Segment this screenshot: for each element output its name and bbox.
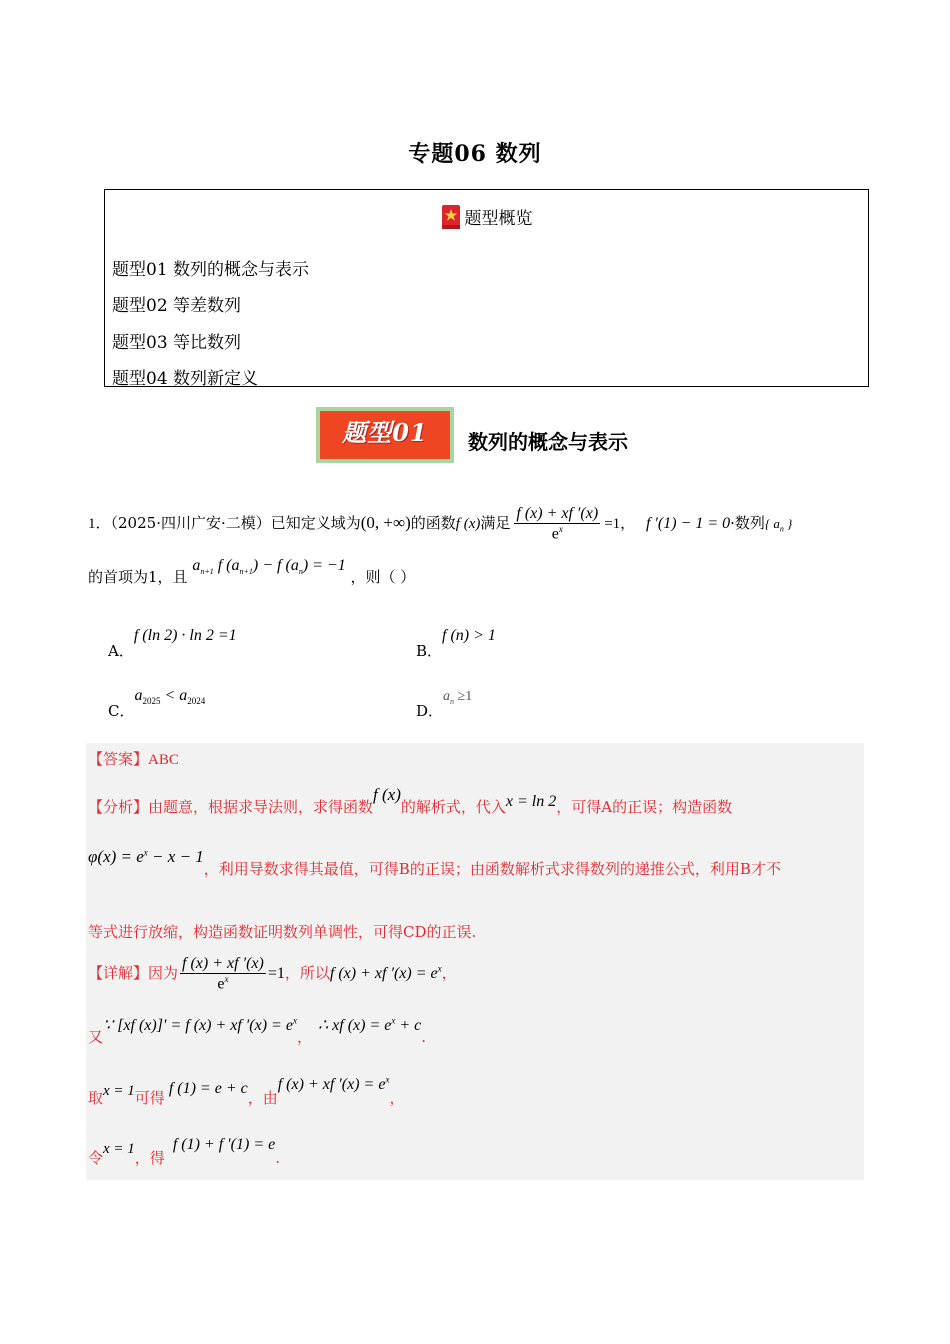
domain-expr: (0, +∞) [360,513,411,533]
detail-expr [278,1076,390,1093]
text: f (x) + xf ′(x) = e [277,1076,386,1093]
option-expr [443,689,472,704]
text: ) − f (a [252,557,299,574]
fx-expr: f (x) [373,785,401,804]
overview-item-2[interactable]: 题型02 等差数列 [112,296,242,316]
x-expr: x = ln 2 [505,793,557,810]
text: ∵ [xf (x)]′ = f (x) + xf ′(x) = e [103,1017,293,1034]
text: 令 [88,1149,104,1167]
text: ，得 [134,1149,165,1167]
fraction-numerator: f (x) + xf ′(x) [516,505,599,522]
overview-item-4[interactable]: 题型04 数列新定义 [112,369,259,389]
detail-expr: f (1) = e + c [168,1080,248,1097]
option-c[interactable] [108,684,206,720]
text: ，则（ ） [350,568,416,586]
fraction-denominator: e [551,525,559,543]
analysis-line-1 [88,785,733,817]
question-line-1 [88,505,868,543]
page-title: 专题06 数列 [408,141,542,167]
answer-line [88,748,179,769]
text: a [192,557,201,574]
text: φ(x) = e [88,847,144,866]
option-expr: f (ln 2) · ln 2 =1 [133,627,237,644]
overview-heading-text: 题型概览 [464,209,533,229]
text: ，所以 [284,964,330,983]
text: 的函数 [410,514,456,533]
text: 满足 [480,514,511,533]
option-expr: f (n) > 1 [442,627,496,644]
superscript: x [292,1015,297,1026]
x-expr: x = 1 [103,1141,135,1157]
recurrence-expr [192,557,346,577]
condition-fraction [514,505,600,543]
text: 因为 [148,964,179,983]
text: + c [395,1017,422,1034]
detail-label: 【详解】 [88,964,149,983]
superscript: x [385,1074,390,1085]
superscript: x [224,974,229,984]
text: ·数列 [730,514,765,533]
superscript: x [391,1015,396,1026]
question-number: 1． [88,516,111,533]
type-badge-label: 题型01 [320,411,450,459]
subscript: n [450,696,455,706]
text: a [134,687,143,704]
detail-line-3 [88,1074,405,1108]
answer-value: ABC [148,752,179,768]
text: 可得 [134,1089,165,1107]
fx-expr: f (x) [455,516,481,533]
analysis-line-3: 等式进行放缩，构造函数证明数列单调性，可得CD的正误. [88,923,477,941]
text: 又 [88,1028,104,1046]
text: 取 [88,1089,104,1107]
option-d[interactable] [416,684,473,720]
superscript: x [143,847,148,858]
subscript: n+1 [200,567,214,577]
text: 由题意，根据求导法则，求得函数 [148,798,374,816]
text: ，可得A的正误；构造函数 [556,798,733,816]
detail-expr: f (1) + f ′(1) = e [172,1136,276,1153]
text: ∴ xf (x) = e [317,1017,392,1034]
section-title: 数列的概念与表示 [468,430,628,454]
text: } [783,516,793,532]
detail-expr [318,1017,421,1034]
overview-heading [105,204,868,230]
detail-line-1 [88,955,457,993]
text: ，由 [247,1089,278,1107]
analysis-label: 【分析】 [88,798,149,816]
subscript: n [298,567,303,577]
book-icon [441,204,461,230]
text: − x − 1 [147,847,204,866]
text: a [179,687,188,704]
option-label: B． [416,642,443,660]
text: f (x) + xf ′(x) = e [329,965,438,983]
text: a [443,689,451,704]
answer-label: 【答案】 [88,750,149,768]
text: ， [389,1089,405,1107]
subscript: n [779,524,784,534]
option-label: C． [108,702,135,720]
detail-expr [330,965,442,982]
text: 的首项为1，且 [88,568,188,586]
subscript: 2025 [142,696,161,707]
text: < [160,687,180,704]
option-a[interactable] [108,624,237,660]
question-source: （2025·四川广安·二模）已知定义域为 [110,514,361,533]
text: 的解析式，代入 [400,798,506,816]
condition-expr: f ′(1) − 1 = 0 [645,515,731,533]
text: =1 [267,965,285,983]
detail-line-4 [88,1136,280,1168]
text: ， [296,1028,312,1046]
text: ， [441,964,457,983]
type-badge [316,407,454,463]
seq-expr: { a [764,516,780,532]
superscript: x [558,524,563,534]
text: ) = −1 [302,557,346,574]
text: ，利用导数求得其最值，可得B的正误；由函数解析式求得数列的递推公式，利用B才不 [203,860,781,878]
detail-line-2 [88,1015,427,1047]
overview-item-3[interactable]: 题型03 等比数列 [112,333,242,353]
fraction-denominator: e [217,975,225,993]
text: ≥1 [454,689,473,704]
subscript: 2024 [187,696,206,707]
x-expr: x = 1 [103,1083,135,1099]
text: f (a [213,557,240,574]
text: . [275,1149,280,1167]
subscript: n+1 [239,567,253,577]
option-expr [134,687,206,707]
text: . [421,1028,427,1046]
superscript: x [437,963,442,974]
fraction-numerator: f (x) + xf ′(x) [182,955,264,972]
phi-expr [88,847,204,866]
overview-item-1[interactable]: 题型01 数列的概念与表示 [112,260,310,280]
option-label: D． [416,702,444,720]
overview-box [104,189,869,387]
question-line-2 [88,557,416,588]
option-b[interactable] [416,624,496,660]
detail-fraction [180,955,266,993]
detail-expr [103,1017,297,1034]
text: =1， [604,516,636,533]
option-label: A． [108,642,134,660]
